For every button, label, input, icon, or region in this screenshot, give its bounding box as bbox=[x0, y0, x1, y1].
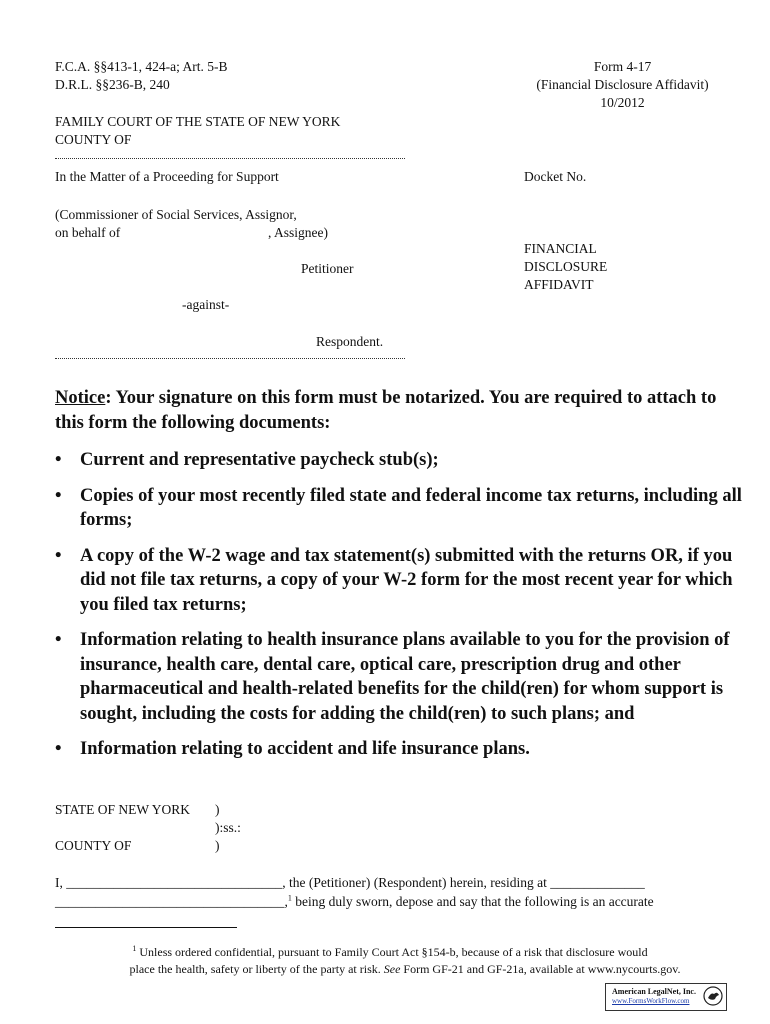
publisher-url[interactable]: www.FormsWorkFlow.com bbox=[612, 997, 690, 1005]
assignor-line: (Commissioner of Social Services, Assignor, bbox=[55, 207, 297, 222]
list-item: • Copies of your most recently filed state and federal income tax returns, including all forms; bbox=[55, 485, 742, 530]
footnote-marker: 1 bbox=[132, 944, 137, 953]
oath-line-2: __________________________________,$^1$ being duly sworn, depose and say that the following is an accurate bbox=[55, 893, 654, 909]
venue-ss: ):ss.: bbox=[215, 820, 241, 835]
statute-citation-2: D.R.L. §§236-B, 240 bbox=[55, 77, 170, 92]
publisher-logo[interactable] bbox=[605, 983, 727, 1011]
list-item: • Information relating to accident and life insurance plans. bbox=[55, 737, 745, 762]
form-date: 10/2012 bbox=[600, 95, 645, 110]
venue-state: STATE OF NEW YORK bbox=[55, 802, 191, 817]
notice-paragraph bbox=[55, 386, 735, 435]
footnote-line-2: place the health, safety or liberty of the party at risk. See Form GF-21 and GF-21a, available at www.nycourts.gov. bbox=[129, 962, 681, 976]
form-name: (Financial Disclosure Affidavit) bbox=[536, 77, 709, 92]
list-item: • Current and representative paycheck stub(s); bbox=[55, 448, 745, 473]
footnote-rule bbox=[55, 927, 237, 928]
affidavit-title-1: FINANCIAL bbox=[524, 241, 597, 256]
form-number: Form 4-17 bbox=[593, 59, 652, 74]
statute-citation-1: F.C.A. §§413-1, 424-a; Art. 5-B bbox=[55, 59, 228, 74]
affidavit-title-2: DISCLOSURE bbox=[524, 259, 608, 274]
footnote-ref: 1 bbox=[287, 893, 292, 903]
list-item: • A copy of the W-2 wage and tax statement(s) submitted with the returns OR, if you did not file tax returns, a copy of your W-2 form for the most recent year for which you filed tax returns; bbox=[55, 545, 733, 615]
venue-paren-1: ) bbox=[215, 802, 220, 817]
caption-divider-top bbox=[55, 158, 405, 159]
venue-county: COUNTY OF bbox=[55, 838, 132, 853]
docket-number-label: Docket No. bbox=[524, 169, 587, 184]
against-label: -against- bbox=[182, 297, 230, 312]
respondent-label: Respondent. bbox=[316, 334, 384, 349]
bullet-icon: • bbox=[55, 630, 62, 650]
eagle-seal-icon bbox=[703, 986, 723, 1006]
bullet-icon: • bbox=[55, 450, 62, 470]
publisher-name: American LegalNet, Inc. bbox=[612, 987, 696, 996]
list-item: • Information relating to health insurance plans available to you for the provision of insurance, health care, dental care, optical care, prescription drug and other pharmaceutical and health-related benefits for the child(ren) for whom support is sought, including the costs for adding the child(ren) to such plans; and bbox=[55, 630, 730, 724]
venue-paren-2: ) bbox=[215, 838, 220, 853]
bullet-icon: • bbox=[55, 545, 62, 566]
footnote bbox=[55, 944, 725, 978]
on-behalf-of-label: on behalf of bbox=[55, 225, 121, 240]
oath-line-1: I, ________________________________, the (Petitioner) (Respondent) herein, residing at ______________ bbox=[55, 875, 645, 890]
notice-text: : Your signature on this form must be notarized. You are required to attach to this form the following documents: bbox=[55, 388, 717, 433]
court-county: COUNTY OF bbox=[55, 132, 132, 147]
assignee-label: , Assignee) bbox=[268, 225, 328, 240]
required-documents-list bbox=[55, 448, 745, 773]
affidavit-title-3: AFFIDAVIT bbox=[524, 277, 594, 292]
bullet-icon: • bbox=[55, 739, 62, 759]
footnote-line-1: $^1$ Unless ordered confidential, pursuant to Family Court Act §154-b, because of a risk that disclosure would bbox=[132, 944, 648, 959]
matter-title: In the Matter of a Proceeding for Support bbox=[55, 169, 279, 184]
petitioner-label: Petitioner bbox=[301, 261, 354, 276]
caption-divider-bottom bbox=[55, 358, 405, 359]
notice-label: Notice bbox=[55, 388, 106, 408]
court-name: FAMILY COURT OF THE STATE OF NEW YORK bbox=[55, 114, 341, 129]
bullet-icon: • bbox=[55, 485, 62, 506]
